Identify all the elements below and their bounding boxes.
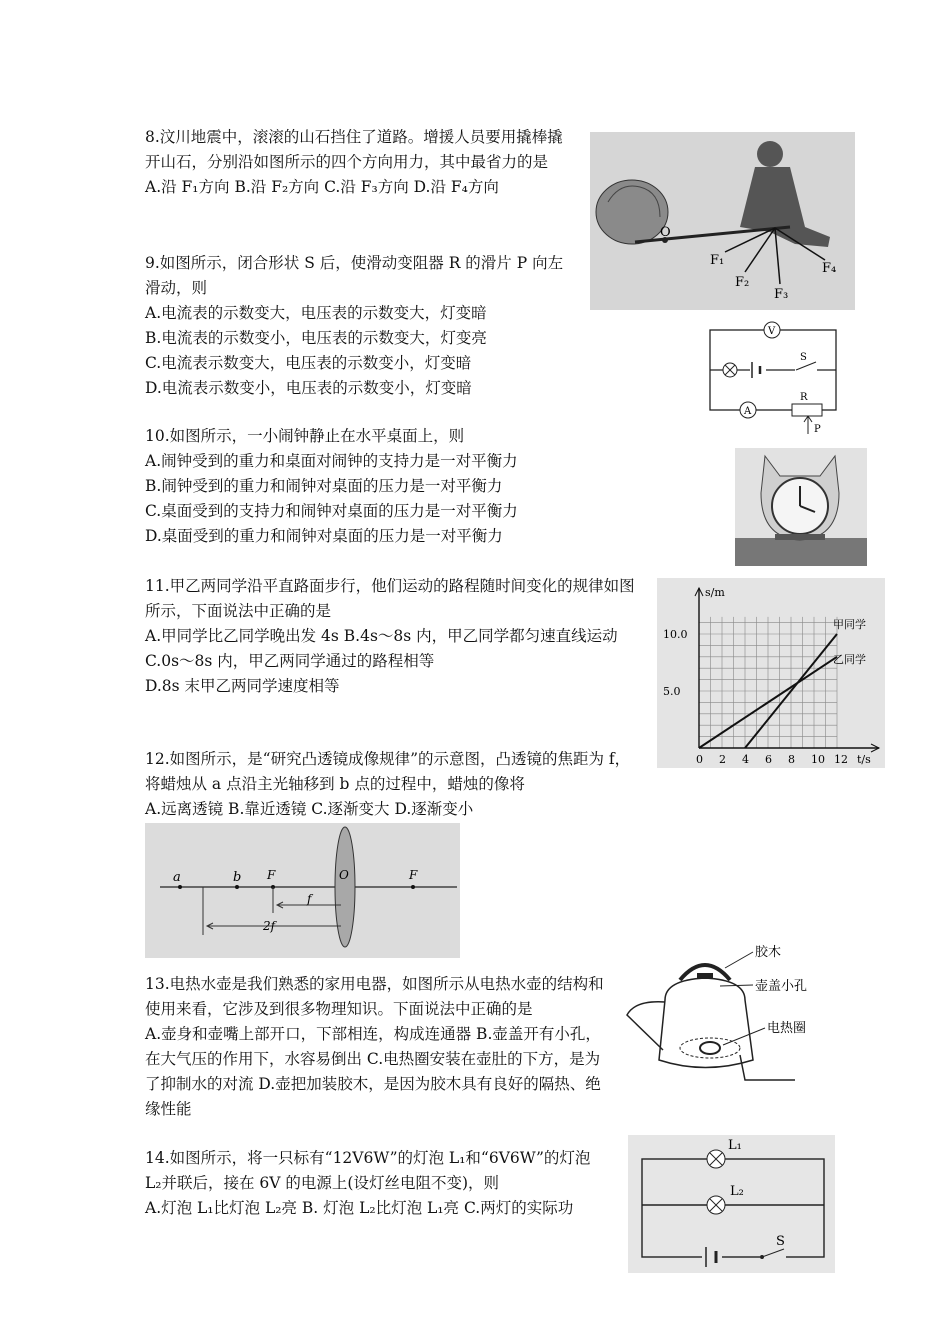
question-stem: 9.如图所示，闭合形状 S 后，使滑动变阻器 R 的滑片 P 向左滑动，则 — [145, 254, 564, 297]
question-stem: 12.如图所示，是“研究凸透镜成像规律”的示意图，凸透镜的焦距为 f，将蜡烛从 a 点沿主光轴移到 b 点的过程中，蜡烛的像将 — [145, 750, 631, 793]
lens-label-o: O — [339, 868, 349, 882]
question-option: B.电流表的示数变小，电压表的示数变大，灯变亮 — [145, 329, 487, 347]
lens-label-focal: f — [307, 892, 312, 906]
x-tick-label: 12 — [834, 753, 848, 766]
voltmeter-label: V — [768, 326, 776, 337]
fig-label-f1: F₁ — [710, 253, 725, 268]
question-8 — [145, 125, 575, 200]
question-options: A.壶身和壶嘴上部开口，下部相连，构成连通器 B.壶盖开有小孔，在大气压的作用下，水容易倒出 C.电热圈安装在壶肚的下方，是为了抑制水的对流 D.壶把加装胶木，是因为胶木具有良好的隔热、绝缘性能 — [145, 1025, 601, 1118]
question-stem: 8.汶川地震中，滚滚的山石挡住了道路。增援人员要用撬棒撬开山石，分别沿如图所示的四个方向用力，其中最省力的是 — [145, 128, 563, 171]
fig-label-f3: F₃ — [774, 287, 789, 302]
kettle-label-lid-hole: 壶盖小孔 — [755, 979, 808, 994]
y-axis-label: s/m — [705, 586, 725, 599]
question-options: A.沿 F₁方向 B.沿 F₂方向 C.沿 F₃方向 D.沿 F₄方向 — [145, 178, 499, 196]
ammeter-label: A — [744, 406, 752, 417]
chart-axes — [695, 588, 879, 752]
fig-label-f2: F₂ — [735, 275, 750, 290]
chart-labels — [663, 586, 871, 766]
y-tick-label: 5.0 — [663, 685, 681, 698]
question-13 — [145, 972, 611, 1122]
question-options: A.灯泡 L₁比灯泡 L₂亮 B. 灯泡 L₂比灯泡 L₁亮 C.两灯的实际功 — [145, 1199, 574, 1217]
x-tick-label: 8 — [788, 753, 795, 766]
switch-label: S — [800, 352, 807, 363]
resistor-label: R — [800, 392, 808, 403]
circuit-figure-q9 — [700, 318, 845, 440]
question-option: A.甲同学比乙同学晚出发 4s B.4s～8s 内，甲乙同学都匀速直线运动 — [145, 627, 618, 645]
question-stem: 11.甲乙两同学沿平直路面步行，他们运动的路程随时间变化的规律如图所示，下面说法中正确的是 — [145, 577, 635, 620]
fig-label-o: O — [660, 225, 671, 240]
y-tick-label: 10.0 — [663, 628, 688, 641]
lever-rock-figure — [590, 132, 855, 310]
question-option: B.闹钟受到的重力和闹钟对桌面的压力是一对平衡力 — [145, 477, 503, 495]
lens-label-2f: 2f — [263, 919, 276, 933]
x-tick-label: 0 — [696, 753, 703, 766]
legend-label: 乙同学 — [833, 653, 866, 666]
slider-label: P — [814, 424, 821, 435]
question-option: D.8s 末甲乙两同学速度相等 — [145, 677, 340, 695]
lens-label-a: a — [173, 870, 181, 885]
question-options: A.远离透镜 B.靠近透镜 C.逐渐变大 D.逐渐变小 — [145, 800, 474, 818]
electric-kettle-figure — [625, 940, 835, 1085]
kettle-label-heating-coil: 电热圈 — [767, 1021, 807, 1036]
question-11 — [145, 574, 642, 699]
lamp-label-l1: L₁ — [728, 1138, 742, 1153]
alarm-clock-figure — [735, 448, 867, 566]
switch-label: S — [776, 1234, 785, 1249]
x-tick-label: 2 — [719, 753, 726, 766]
lens-label-f-right: F — [409, 868, 418, 882]
question-stem: 10.如图所示，一小闹钟静止在水平桌面上，则 — [145, 427, 465, 445]
kettle-label-bakelite: 胶木 — [755, 945, 782, 960]
question-option: A.闹钟受到的重力和桌面对闹钟的支持力是一对平衡力 — [145, 452, 518, 470]
question-option: C.0s～8s 内，甲乙两同学通过的路程相等 — [145, 652, 435, 670]
question-option: C.电流表示数变大，电压表的示数变小，灯变暗 — [145, 354, 472, 372]
x-tick-label: 10 — [811, 753, 825, 766]
question-9 — [145, 251, 575, 401]
question-stem: 14.如图所示，将一只标有“12V6W”的灯泡 L₁和“6V6W”的灯泡 L₂并联后，接在 6V 的电源上(设灯丝电阻不变)，则 — [145, 1149, 591, 1192]
question-10 — [145, 424, 575, 549]
x-tick-label: 6 — [765, 753, 772, 766]
question-option: D.桌面受到的重力和闹钟对桌面的压力是一对平衡力 — [145, 527, 503, 545]
question-option: C.桌面受到的支持力和闹钟对桌面的压力是一对平衡力 — [145, 502, 518, 520]
question-option: A.电流表的示数变大，电压表的示数变大，灯变暗 — [145, 304, 487, 322]
distance-time-chart — [657, 578, 885, 768]
question-14 — [145, 1146, 611, 1221]
x-tick-label: 4 — [742, 753, 749, 766]
x-axis-label: t/s — [857, 753, 871, 766]
fig-label-f4: F₄ — [822, 261, 837, 276]
parallel-circuit-figure — [628, 1135, 835, 1273]
question-stem: 13.电热水壶是我们熟悉的家用电器，如图所示从电热水壶的结构和使用来看，它涉及到很多物理知识。下面说法中正确的是 — [145, 975, 604, 1018]
legend-label: 甲同学 — [833, 618, 866, 631]
chart-grid — [699, 617, 837, 748]
lens-label-b: b — [233, 870, 242, 885]
question-12 — [145, 747, 642, 822]
convex-lens-figure — [145, 823, 460, 958]
lamp-label-l2: L₂ — [730, 1184, 744, 1199]
lens-label-f-left: F — [267, 868, 276, 882]
question-option: D.电流表示数变小，电压表的示数变小，灯变暗 — [145, 379, 472, 397]
